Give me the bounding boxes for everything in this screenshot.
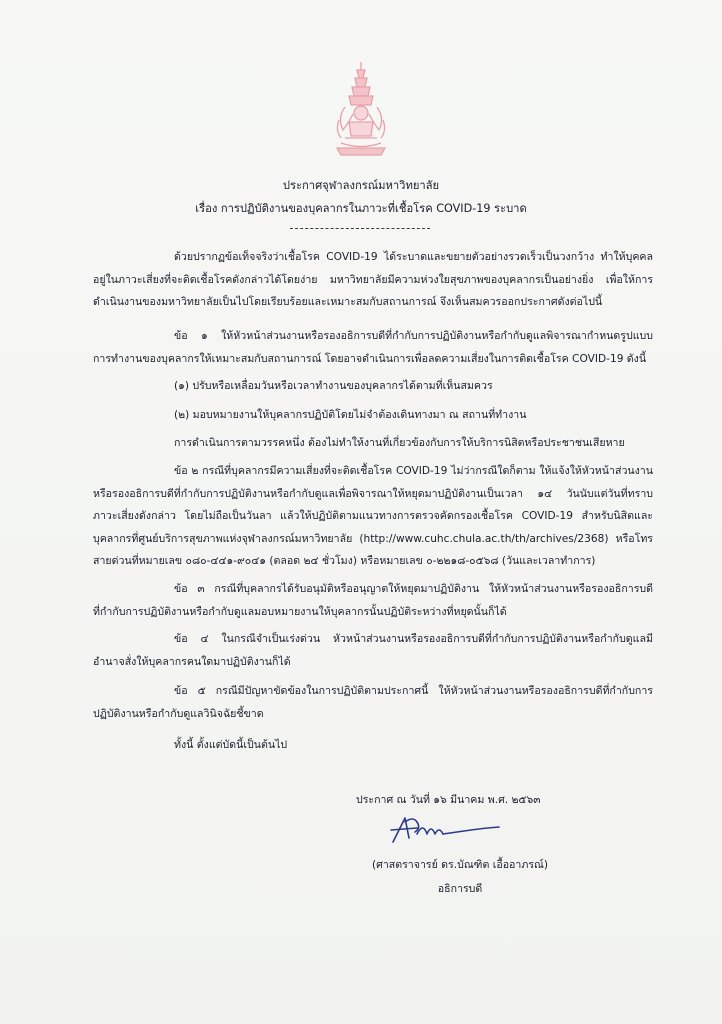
signatory-title: อธิการบดี (437, 883, 483, 895)
clause-line: ข้อ ๔ ในกรณีจำเป็นเร่งด่วน หัวหน้าส่วนงานหรือรองอธิการบดีที่กำกับการปฏิบัติงานหรือกำกับดูแลมี (174, 633, 653, 645)
announcement-date: ประกาศ ณ วันที่ ๑๖ มีนาคม พ.ศ. ๒๕๖๓ (356, 794, 541, 806)
clause-line: อำนาจสั่งให้บุคลากรคนใดมาปฏิบัติงานก็ได้ (93, 655, 291, 668)
signature-icon (387, 808, 503, 848)
clause-1-item-1: (๑) ปรับหรือเหลื่อมวันหรือเวลาทำงานของบุคลากรได้ตามที่เห็นสมควร (174, 380, 493, 392)
clause-line: ข้อ ๒ กรณีที่บุคลากรมีความเสี่ยงที่จะติดเชื้อโรค COVID-19 ไม่ว่ากรณีใดก็ตาม ให้แจ้งให้หัวหน้าส่วนงาน (174, 465, 653, 477)
intro-line: อยู่ในภาวะเสี่ยงที่จะติดเชื้อโรคดังกล่าวได้โดยง่าย มหาวิทยาลัยมีความห่วงใยสุขภาพของบุคลากรเป็นอย่างยิ่ง เพื่อให้การ (93, 273, 653, 286)
clause-line: ข้อ ๓ กรณีที่บุคลากรได้รับอนุมัติหรืออนุญาตให้หยุดมาปฏิบัติงาน ให้หัวหน้าส่วนงานหรือรองอธิการบดี (174, 583, 653, 595)
royal-crest-icon (331, 60, 391, 158)
clause-2-paragraph (93, 460, 653, 573)
intro-line: ด้วยปรากฏข้อเท็จจริงว่าเชื้อโรค COVID-19 ได้ระบาดและขยายตัวอย่างรวดเร็วเป็นวงกว้าง ทำให้บุคคล (174, 251, 653, 263)
clause-line: ปฏิบัติงานหรือกำกับดูแลวินิจฉัยชี้ขาด (93, 707, 264, 720)
effective-statement: ทั้งนี้ ตั้งแต่บัดนี้เป็นต้นไป (174, 739, 288, 751)
clause-line: ข้อ ๑ ให้หัวหน้าส่วนงานหรือรองอธิการบดีที่กำกับการปฏิบัติงานหรือกำกับดูแลพิจารณากำหนดรูปแบบ (174, 330, 653, 342)
clause-line: ข้อ ๕ กรณีมีปัญหาขัดข้องในการปฏิบัติตามประกาศนี้ ให้หัวหน้าส่วนงานหรือรองอธิการบดีที่กำกับการ (174, 685, 653, 697)
intro-paragraph (93, 246, 653, 314)
clause-5-paragraph (93, 680, 653, 725)
clause-3-paragraph (93, 578, 653, 623)
announcement-subject: เรื่อง การปฏิบัติงานของบุคลากรในภาวะที่เชื้อโรค COVID-19 ระบาด (195, 202, 527, 215)
signatory-name: (ศาสตราจารย์ ดร.บัณฑิต เอื้ออาภรณ์) (371, 859, 549, 871)
clause-line: การทำงานของบุคลากรให้เหมาะสมกับสถานการณ์ โดยอาจดำเนินการเพื่อลดความเสี่ยงในการติดเชื้อโรค COVID-19 ดังนี้ (93, 352, 647, 365)
intro-line: ดำเนินงานของมหาวิทยาลัยเป็นไปโดยเรียบร้อยและเหมาะสมกับสถานการณ์ จึงเห็นสมควรออกประกาศดังต่อไปนี้ (93, 296, 603, 308)
clause-line: หรือรองอธิการบดีที่กำกับการปฏิบัติงานหรือกำกับดูแลเพื่อพิจารณาให้หยุดมาปฏิบัติงานเป็นเวลา ๑๔ วันนับแต่วันที่ทราบ (93, 487, 653, 500)
clause-line: สายด่วนที่หมายเลข ๐๘๐-๔๔๑-๙๐๔๑ (ตลอด ๒๔ ชั่วโมง) หรือหมายเลข ๐-๒๒๑๘-๐๕๖๘ (วันและเวลาทำการ) (93, 555, 596, 567)
title-divider (290, 228, 430, 229)
clause-line: บุคลากรที่ศูนย์บริการสุขภาพแห่งจุฬาลงกรณ์มหาวิทยาลัย (http://www.cuhc.chula.ac.th/th/archives/2368) หรือโทร (93, 532, 653, 545)
clause-4-paragraph (93, 628, 653, 673)
clause-1-note: การดำเนินการตามวรรคหนึ่ง ต้องไม่ทำให้งานที่เกี่ยวข้องกับการให้บริการนิสิตหรือประชาชนเสียหาย (174, 437, 625, 449)
announcement-issuer: ประกาศจุฬาลงกรณ์มหาวิทยาลัย (282, 179, 440, 192)
clause-line: ภาวะเสี่ยงดังกล่าว โดยไม่ถือเป็นวันลา แล้วให้ปฏิบัติตามแนวทางการตรวจคัดกรองเชื้อโรค COVID-19 สำหรับนิสิตและ (93, 510, 653, 522)
clause-1-paragraph (93, 325, 653, 370)
clause-1-item-2: (๒) มอบหมายงานให้บุคลากรปฏิบัติโดยไม่จำต้องเดินทางมา ณ สถานที่ทำงาน (174, 409, 527, 421)
clause-line: ที่กำกับการปฏิบัติงานหรือกำกับดูแลมอบหมายงานให้บุคลากรนั้นปฏิบัติระหว่างที่หยุดนั้นก็ได้ (93, 605, 507, 618)
